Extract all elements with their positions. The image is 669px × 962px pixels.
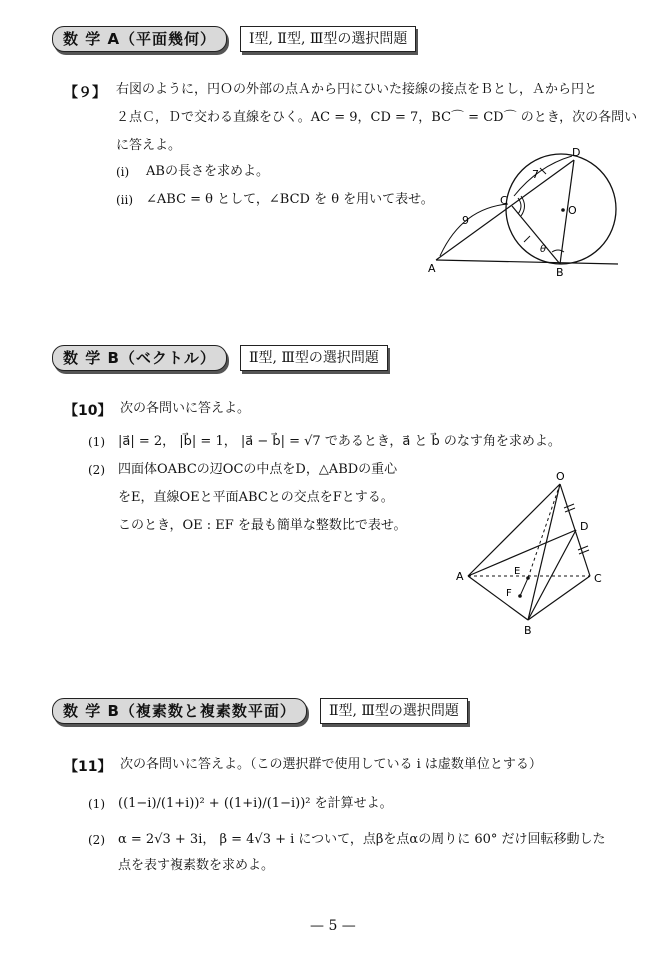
question-9-sub-i-label: (i) — [116, 165, 130, 179]
tick-bc — [524, 236, 530, 242]
question-10-sub-1-text: |a⃗| = 2， |b⃗| = 1， |a⃗ − b⃗| = √7 であるとき，a⃗ と b⃗ のなす角を求めよ。 — [118, 434, 561, 449]
arc-ac-label — [440, 204, 508, 256]
section-header-math-b-complex: 数 学 B（複素数と複素数平面） — [52, 698, 307, 724]
tangent-line — [436, 260, 618, 264]
question-11-sub-1-label: (1) — [88, 797, 105, 811]
question-10-sub-2-label: (2) — [88, 463, 105, 477]
segment-ef — [520, 578, 528, 596]
question-9-sub-ii-text: ∠ABC = θ として，∠BCD を θ を用いて表せ。 — [146, 192, 434, 207]
question-11-sub-2-label: (2) — [88, 833, 105, 847]
edge-ob — [528, 484, 560, 620]
label-d: D — [580, 520, 589, 533]
label-o: O — [556, 470, 565, 483]
section-types-math-b-vector: Ⅱ型, Ⅲ型の選択問題 — [240, 345, 388, 371]
section-types-math-a: Ⅰ型, Ⅱ型, Ⅲ型の選択問題 — [240, 26, 416, 52]
question-10-intro: 次の各問いに答えよ。 — [120, 401, 251, 416]
page-number: — 5 — — [310, 918, 356, 934]
question-11-sub-2-line-1: α = 2√3 + 3i， β = 4√3 + i について，点βを点αの周りに 60° だけ回転移動した — [118, 832, 606, 847]
question-10-sub-2-line-1: 四面体OABCの辺OCの中点をD，△ABDの重心 — [118, 462, 398, 477]
segment-bd — [528, 530, 576, 620]
question-10-sub-2-line-3: このとき，OE : EF を最も簡単な整数比で表せ。 — [118, 518, 407, 533]
question-10-sub-2-line-2: をE，直線OEと平面ABCとの交点をFとする。 — [118, 490, 394, 505]
figure-circle-tangent — [420, 140, 640, 280]
section-header-math-b-vector: 数 学 B（ベクトル） — [52, 345, 227, 371]
label-theta: θ — [540, 244, 547, 255]
angle-mark-c2 — [521, 196, 525, 216]
center-o-dot — [561, 208, 565, 212]
label-b: B — [524, 624, 532, 637]
segment-ad — [468, 530, 576, 576]
question-number-10: 【10】 — [64, 403, 112, 419]
segment-bc — [512, 206, 560, 264]
tick-dc-2 — [579, 550, 589, 554]
label-o: O — [568, 204, 577, 217]
label-c: C — [500, 194, 508, 207]
question-9-sub-i-text: ABの長さを求めよ。 — [146, 164, 269, 179]
arc-cd-label — [514, 156, 572, 196]
segment-oe — [528, 484, 560, 578]
circle-o — [506, 154, 616, 264]
question-9-line-2: ２点Ｃ，Ｄで交わる直線をひく。AC = 9，CD = 7，BC⌒ = CD⌒ のとき，次の各問い — [116, 110, 638, 125]
label-f: F — [506, 588, 512, 599]
edge-oa — [468, 484, 560, 576]
label-d: D — [572, 146, 581, 159]
figure-tetrahedron — [450, 465, 610, 640]
question-11-sub-2-line-2: 点を表す複素数を求めよ。 — [118, 858, 275, 873]
label-e: E — [514, 566, 521, 577]
point-e-dot — [526, 576, 530, 580]
tick-dc-1 — [578, 546, 588, 550]
secant-line — [436, 160, 574, 260]
section-header-math-a: 数 学 A（平面幾何） — [52, 26, 227, 52]
tick-od-1 — [564, 504, 574, 508]
question-10-sub-1-label: (1) — [88, 435, 105, 449]
label-b: B — [556, 266, 564, 279]
label-c: C — [594, 572, 602, 585]
question-11-intro: 次の各問いに答えよ。（この選択群で使用している i は虚数単位とする） — [120, 757, 542, 772]
tick-od-2 — [565, 508, 575, 512]
point-f-dot — [518, 594, 522, 598]
section-types-math-b-complex: Ⅱ型, Ⅲ型の選択問題 — [320, 698, 468, 724]
question-number-9: 【９】 — [64, 85, 106, 101]
question-9-line-1: 右図のように，円Ｏの外部の点Ａから円にひいた接線の接点をＢとし，Ａから円と — [116, 82, 598, 97]
question-11-sub-1-text: ((1−i)/(1+i))² + ((1+i)/(1−i))² を計算せよ。 — [118, 796, 393, 811]
question-number-11: 【11】 — [64, 759, 112, 775]
question-9-sub-ii-label: (ii) — [116, 193, 134, 207]
label-a: A — [456, 570, 464, 583]
question-9-line-3: に答えよ。 — [116, 138, 182, 153]
label-7: 7 — [532, 168, 539, 181]
label-9: 9 — [462, 214, 469, 227]
edge-ab — [468, 576, 528, 620]
label-a: A — [428, 262, 436, 275]
